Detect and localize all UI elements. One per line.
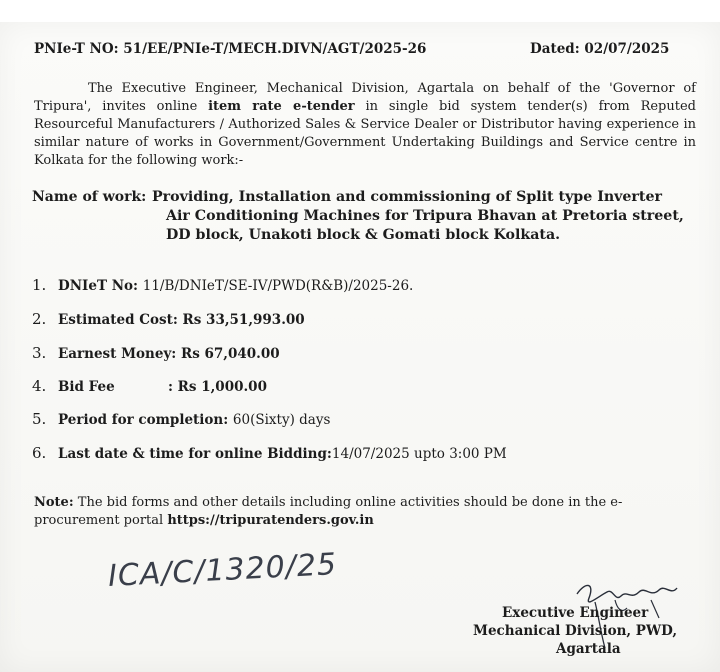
name-of-work-line1: Providing, Installation and commissioning of Split type Inverter	[152, 189, 662, 205]
list-item: 1. DNIeT No: 11/B/DNIeT/SE-IV/PWD(R&B)/2025-26.	[32, 276, 414, 294]
intro-paragraph	[34, 80, 696, 170]
name-of-work-line3: DD block, Unakoti block & Gomati block Kolkata.	[166, 227, 561, 243]
note-paragraph	[34, 494, 684, 530]
signatory-title: Executive Engineer	[502, 605, 649, 621]
intro-text-2: in single bid system tender(s) from Reputed Resourceful Manufacturers / Authorized Sales & Service Dealer or Distributor having experience in similar nature of works in Government/Government Undertaking Buildings and Service centre in Kolkata for the following work:-	[34, 99, 696, 168]
portal-url: https://tripuratenders.gov.in	[167, 513, 374, 528]
signatory-division: Mechanical Division, PWD,	[473, 623, 678, 639]
note-label: Note:	[34, 495, 74, 510]
name-of-work-text	[152, 188, 697, 245]
signatory-location: Agartala	[556, 641, 621, 657]
handwritten-reference: ICA/C/1320/25	[107, 547, 338, 594]
list-item: 2. Estimated Cost: Rs 33,51,993.00	[32, 310, 305, 328]
issue-date: Dated: 02/07/2025	[530, 41, 670, 57]
name-of-work-line2: Air Conditioning Machines for Tripura Bhavan at Pretoria street,	[166, 208, 684, 224]
list-item: 6. Last date & time for online Bidding:14/07/2025 upto 3:00 PM	[32, 444, 507, 462]
intro-text-1: The Executive Engineer, Mechanical Division, Agartala on behalf of the 'Governor of Tripura', invites online	[34, 81, 696, 114]
name-of-work-label: Name of work:	[32, 189, 147, 205]
list-item: 3. Earnest Money: Rs 67,040.00	[32, 344, 280, 362]
pniet-number: PNIe-T NO: 51/EE/PNIe-T/MECH.DIVN/AGT/2025-26	[34, 41, 427, 57]
list-item: 4. Bid Fee : Rs 1,000.00	[32, 377, 267, 395]
intro-bold: item rate e-tender	[208, 99, 355, 114]
note-text: The bid forms and other details including online activities should be done in the e-procurement portal	[34, 495, 623, 528]
list-item: 5. Period for completion: 60(Sixty) days	[32, 410, 331, 428]
